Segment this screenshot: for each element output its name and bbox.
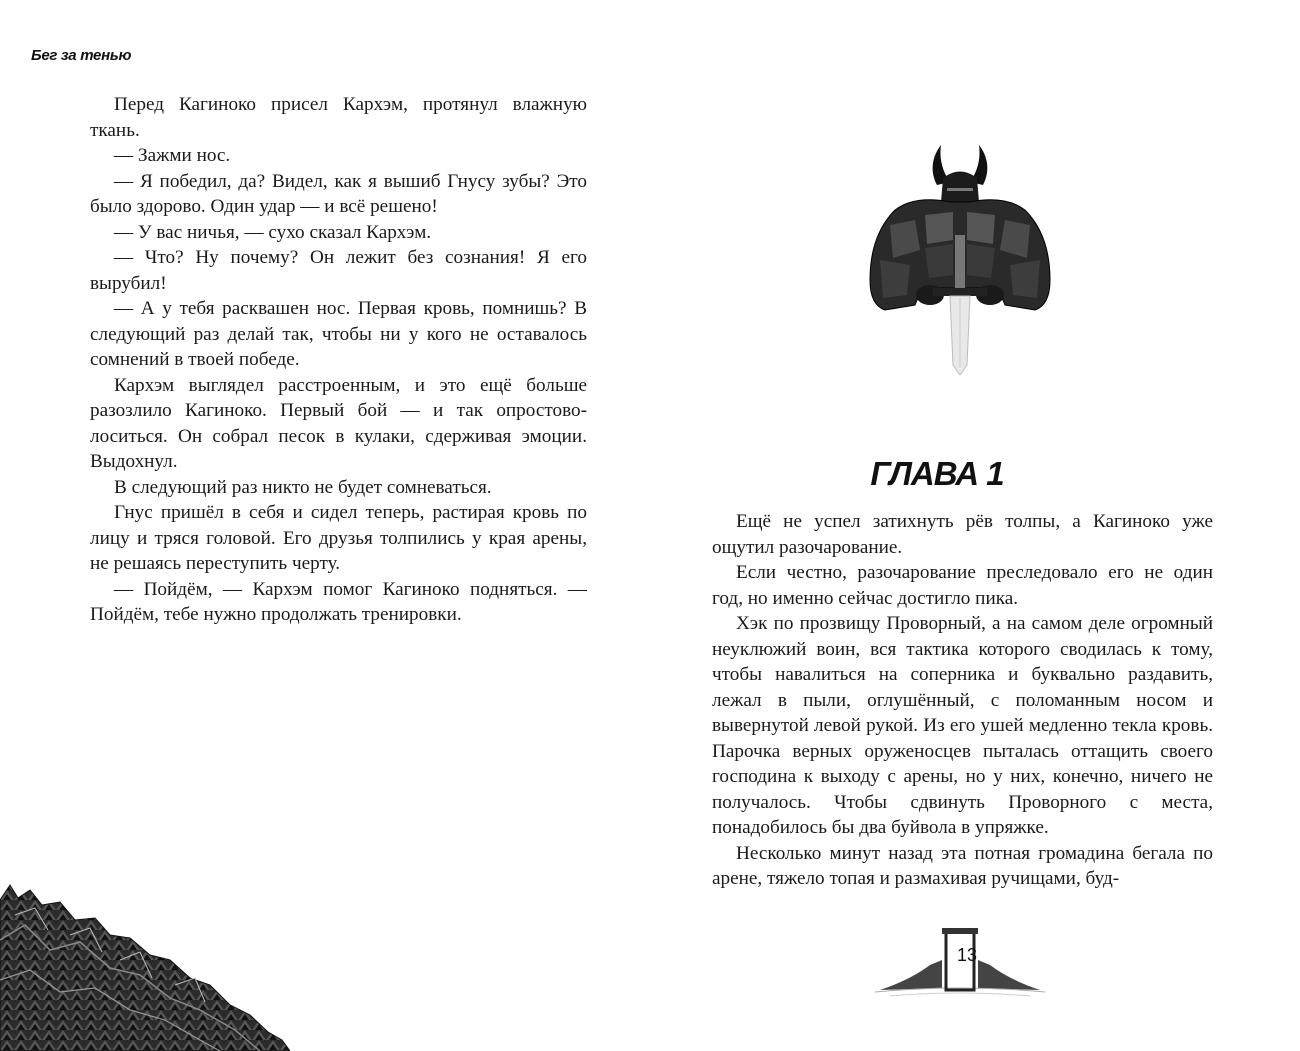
rubble-illustration — [0, 880, 290, 1051]
paragraph: Ещё не успел затихнуть рёв толпы, а Кагиноко уже ощутил разочарование. — [712, 511, 1213, 558]
left-page-text — [90, 92, 587, 628]
armored-warrior-illustration — [855, 140, 1055, 375]
page-number: 13 — [956, 945, 978, 965]
paragraph: — У вас ничья, — сухо сказал Кархэм. — [114, 221, 432, 243]
chapter-title: ГЛАВА 1 — [870, 455, 1004, 492]
paragraph: — Я победил, да? Видел, как я вышиб Гнусу зубы? Это было здорово. Один удар — и всё решено! — [90, 170, 587, 217]
paragraph: Кархэм выглядел расстроенным, и это ещё больше разозлило Кагиноко. Первый бой — и так опростоволоситься. Он собрал песок в кулаки, сдерживая эмоции. Выдохнул. — [90, 374, 587, 472]
right-page — [650, 0, 1300, 1051]
paragraph: Хэк по прозвищу Проворный, а на самом деле огромный неуклюжий воин, вся тактика которого сводилась к тому, чтобы навалиться на соперника и буквально раздавить, лежал в пыли, оглушённый, с поломанным носом и вывернутой левой рукой. Из его ушей медленно текла кровь. Парочка верных оруженосцев пыталась оттащить своего господина к выходу с арены, но у них, конечно, ничего не получалось. Чтобы сдвинуть Проворного с места, понадобилось бы два буйвола в упряжке. — [712, 613, 1213, 838]
paragraph: — Что? Ну почему? Он лежит без сознания! Я его вырубил! — [90, 247, 587, 294]
paragraph: Если честно, разочарование преследовало его не один год, но именно сейчас достигло пика. — [712, 562, 1213, 609]
paragraph: — Пойдём, — Кархэм помог Кагиноко подняться. — Пойдём, тебе нужно продолжать тренировки. — [90, 578, 587, 625]
paragraph: В следующий раз никто не будет сомневаться. — [114, 476, 492, 498]
paragraph: Несколько минут назад эта потная громадина бегала по арене, тяжело топая и размахивая ручищами, буд- — [712, 842, 1213, 889]
paragraph: — А у тебя расквашен нос. Первая кровь, помнишь? В следующий раз делай так, чтобы ни у кого не оставалось сомнений в твоей победе. — [90, 298, 587, 370]
paragraph: Гнус пришёл в себя и сидел теперь, растирая кровь по лицу и тряся головой. Его друзья толпились у края арены, не решаясь переступить черту. — [90, 502, 587, 574]
paragraph: — Зажми нос. — [114, 145, 231, 166]
running-head: Бег за тенью — [31, 47, 132, 64]
right-page-text — [712, 509, 1213, 892]
paragraph: Перед Кагиноко присел Кархэм, протянул влажную ткань. — [90, 94, 587, 141]
